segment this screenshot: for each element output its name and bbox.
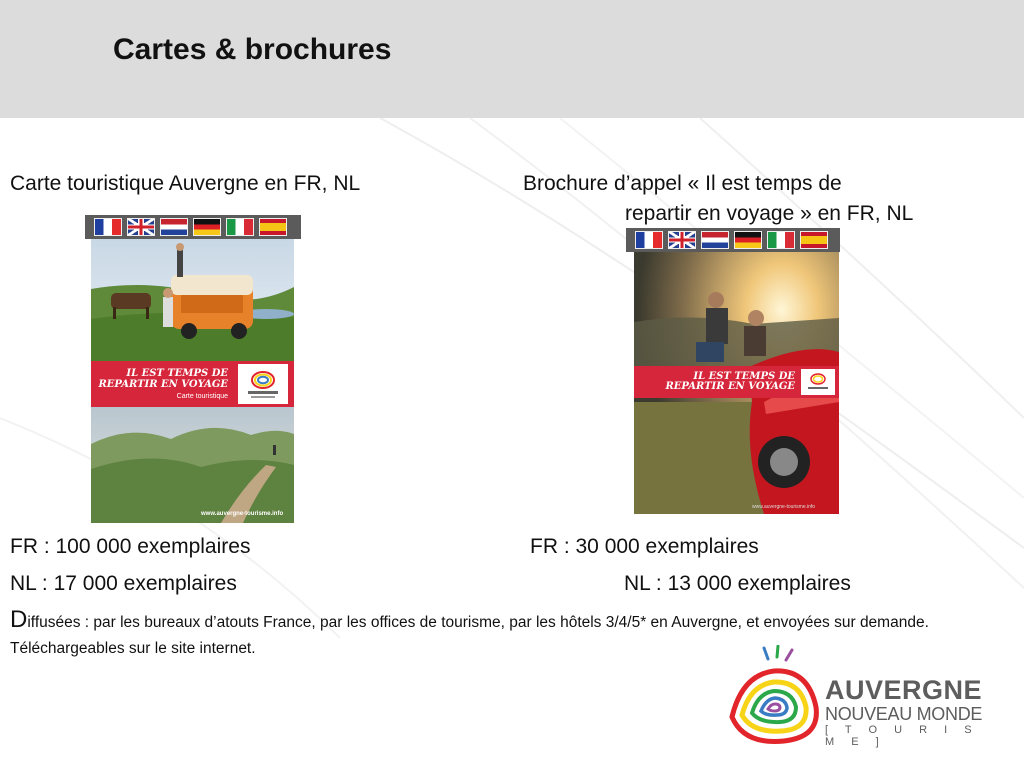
cover-url-right: www.auvergne-tourisme.info xyxy=(752,504,816,510)
right-stat-nl: NL : 13 000 exemplaires xyxy=(624,572,851,595)
netherlands-flag-icon xyxy=(161,219,187,235)
cover-banner-line2-right: REPARTIR EN VOYAGE xyxy=(665,381,795,392)
cover-mini-logo-left xyxy=(238,364,288,404)
cover-banner-right xyxy=(634,366,839,398)
uk-flag-icon xyxy=(669,232,695,248)
cover-banner-left xyxy=(91,361,294,407)
spain-flag-icon xyxy=(260,219,286,235)
germany-flag-icon xyxy=(194,219,220,235)
right-heading-line2: repartir en voyage » en FR, NL xyxy=(625,202,914,225)
carte-touristique-cover-image xyxy=(91,239,294,523)
description-initial: D xyxy=(10,606,28,633)
left-heading: Carte touristique Auvergne en FR, NL xyxy=(10,172,361,195)
slide-header xyxy=(0,0,1024,118)
page-title: Cartes & brochures xyxy=(113,33,392,66)
cover-mini-logo-right xyxy=(801,369,835,395)
right-heading-line1: Brochure d’appel « Il est temps de xyxy=(523,172,842,195)
brochure-cover-image xyxy=(634,252,839,514)
auvergne-mini-logo-icon xyxy=(238,364,288,404)
left-stat-fr: FR : 100 000 exemplaires xyxy=(10,535,251,558)
right-stat-fr: FR : 30 000 exemplaires xyxy=(530,535,759,558)
auvergne-nouveau-monde-logo xyxy=(724,645,984,750)
cover-banner-subtitle-left: Carte touristique xyxy=(176,393,228,400)
cover-banner-line1-right: IL EST TEMPS DE xyxy=(693,371,795,382)
left-stat-nl: NL : 17 000 exemplaires xyxy=(10,572,237,595)
uk-flag-icon xyxy=(128,219,154,235)
italy-flag-icon xyxy=(768,232,794,248)
auvergne-mini-logo-icon xyxy=(801,369,835,395)
spain-flag-icon xyxy=(801,232,827,248)
france-flag-icon xyxy=(95,219,121,235)
cover-url-left: www.auvergne-tourisme.info xyxy=(201,511,284,517)
cover-banner-line2-left: REPARTIR EN VOYAGE xyxy=(98,379,228,390)
language-flags-right xyxy=(626,228,840,252)
cover-banner-line1-left: IL EST TEMPS DE xyxy=(126,368,228,379)
netherlands-flag-icon xyxy=(702,232,728,248)
france-flag-icon xyxy=(636,232,662,248)
logo-text-nouveau-monde: NOUVEAU MONDE xyxy=(825,704,983,724)
auvergne-swirl-logo-icon xyxy=(724,645,824,750)
logo-text-tourisme: [ T O U R I S M E ] xyxy=(825,724,979,748)
logo-text-auvergne: AUVERGNE xyxy=(825,675,983,705)
language-flags-left xyxy=(85,215,301,239)
germany-flag-icon xyxy=(735,232,761,248)
italy-flag-icon xyxy=(227,219,253,235)
description-text: iffusées : par les bureaux d’atouts France, par les offices de tourisme, par les hôtels 3/4/5* en Auvergne, et envoyées sur demande. Téléchargeables sur le site internet. xyxy=(10,614,929,657)
